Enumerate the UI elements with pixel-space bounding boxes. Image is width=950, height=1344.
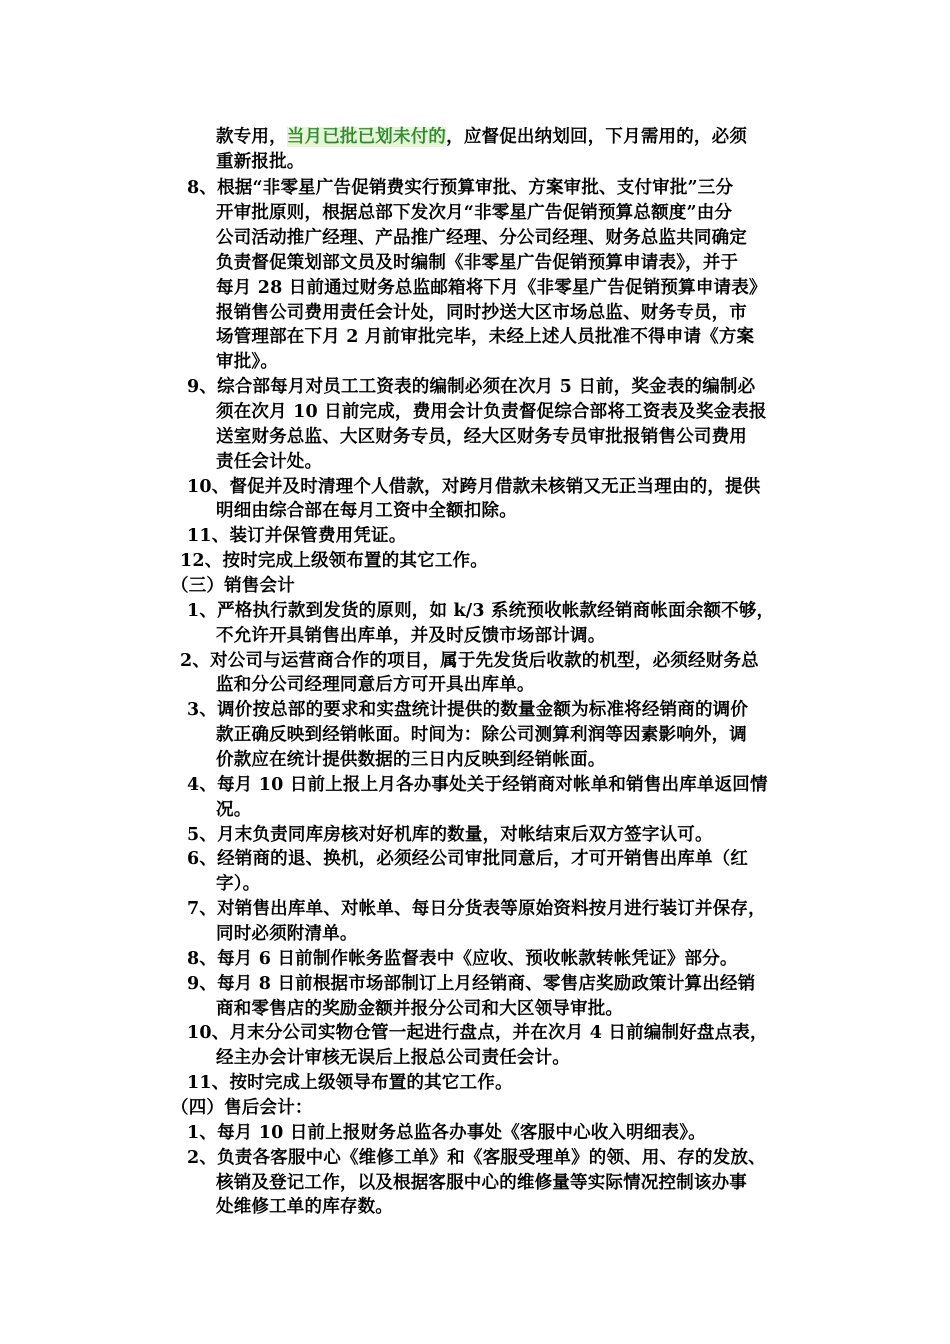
text-line-31: 字）。 xyxy=(216,874,261,894)
text-line-27: 4、每月 10 日前上报上月各办事处关于经销商对帐单和销售出库单返回情 xyxy=(187,775,768,795)
text-line-13: 送室财务总监、大区财务专员，经大区财务专员审批报销售公司费用 xyxy=(216,427,747,447)
text-line-15: 10、督促并及时清理个人借款，对跨月借款未核销又无正当理由的，提供 xyxy=(187,477,761,497)
text-line-37: 10、月末分公司实物仓管一起进行盘点，并在次月 4 日前编制好盘点表， xyxy=(187,1023,768,1043)
highlighted-text: 当月已批已划未付的 xyxy=(286,127,447,147)
text-line-6: 负责督促策划部文员及时编制《非零星广告促销预算申请表》，并于 xyxy=(216,253,739,273)
text-line-43: 核销及登记工作，以及根据客服中心的维修量等实际情况控制该办事 xyxy=(216,1173,747,1193)
text-line-5: 公司活动推广经理、产品推广经理、分公司经理、财务总监共同确定 xyxy=(216,228,747,248)
text-line-18: 12、按时完成上级领布置的其它工作。 xyxy=(180,551,488,571)
text-line-4: 开审批原则，根据总部下发次月“非零星广告促销预算总额度”由分 xyxy=(216,203,733,223)
text-line-7: 每月 28 日前通过财务总监邮箱将下月《非零星广告促销预算申请表》 xyxy=(216,278,767,298)
text-line-25: 款正确反映到经销帐面。时间为：除公司测算利润等因素影响外，调 xyxy=(216,725,747,745)
text-line-20: 1、严格执行款到发货的原则，如 k/3 系统预收帐款经销商帐面余额不够， xyxy=(187,601,775,621)
text-line-28: 况。 xyxy=(216,800,252,820)
text-line-34: 8、每月 6 日前制作帐务监督表中《应收、预收帐款转帐凭证》部分。 xyxy=(187,949,738,969)
text-line-36: 商和零售店的奖励金额并报分公司和大区领导审批。 xyxy=(216,999,624,1019)
text-line-10: 审批》。 xyxy=(216,352,279,372)
section-heading-sales: （三）销售会计 xyxy=(171,576,295,596)
text-line-39: 11、按时完成上级领导布置的其它工作。 xyxy=(187,1073,513,1093)
text-line-38: 经主办会计审核无误后上报总公司责任会计。 xyxy=(216,1048,570,1068)
text-line-35: 9、每月 8 日前根据市场部制订上月经销商、零售店奖励政策计算出经销 xyxy=(187,974,756,994)
text-line-12: 须在次月 10 日前完成，费用会计负责督促综合部将工资表及奖金表报 xyxy=(216,402,767,422)
text-line-14: 责任会计处。 xyxy=(216,452,323,472)
text-line-23: 监和分公司经理同意后方可开具出库单。 xyxy=(216,675,535,695)
text-line-42: 2、负责各客服中心《维修工单》和《客服受理单》的领、用、存的发放、 xyxy=(187,1148,766,1168)
text-line-21: 不允许开具销售出库单，并及时反馈市场部计调。 xyxy=(216,626,606,646)
text-line-22: 2、对公司与运营商合作的项目，属于先发货后收款的机型，必须经财务总 xyxy=(180,651,759,671)
text-line-1: 款专用，当月已批已划未付的，应督促出纳划回，下月需用的，必须 xyxy=(216,127,748,147)
text-line-30: 6、经销商的退、换机，必须经公司审批同意后，才可开销售出库单（红 xyxy=(187,849,749,869)
text-line-32: 7、对销售出库单、对帐单、每日分货表等原始资料按月进行装订并保存， xyxy=(187,899,766,919)
text-line-29: 5、月末负责同库房核对好机库的数量，对帐结束后双方签字认可。 xyxy=(187,825,713,845)
text-line-44: 处维修工单的库存数。 xyxy=(216,1197,393,1217)
text-line-41: 1、每月 10 日前上报财务总监各办事处《客服中心收入明细表》。 xyxy=(187,1123,706,1143)
section-heading-after-sales: （四）售后会计： xyxy=(171,1098,313,1118)
text-line-16: 明细由综合部在每月工资中全额扣除。 xyxy=(216,501,517,521)
text-line-24: 3、调价按总部的要求和实盘统计提供的数量金额为标准将经销商的调价 xyxy=(187,700,749,720)
text-line-2: 重新报批。 xyxy=(216,152,305,172)
text-line-3: 8、根据“非零星广告促销费实行预算审批、方案审批、支付审批”三分 xyxy=(187,178,734,198)
text-line-17: 11、装订并保管费用凭证。 xyxy=(187,526,407,546)
text-line-26: 价款应在统计提供数据的三日内反映到经销帐面。 xyxy=(216,750,606,770)
text-line-33: 同时必须附清单。 xyxy=(216,924,358,944)
text-line-8: 报销售公司费用责任会计处，同时抄送大区市场总监、财务专员，市 xyxy=(216,303,747,323)
text-line-9: 场管理部在下月 2 月前审批完毕，未经上述人员批准不得申请《方案 xyxy=(216,327,755,347)
text-line-11: 9、综合部每月对员工工资表的编制必须在次月 5 日前，奖金表的编制必 xyxy=(187,377,756,397)
